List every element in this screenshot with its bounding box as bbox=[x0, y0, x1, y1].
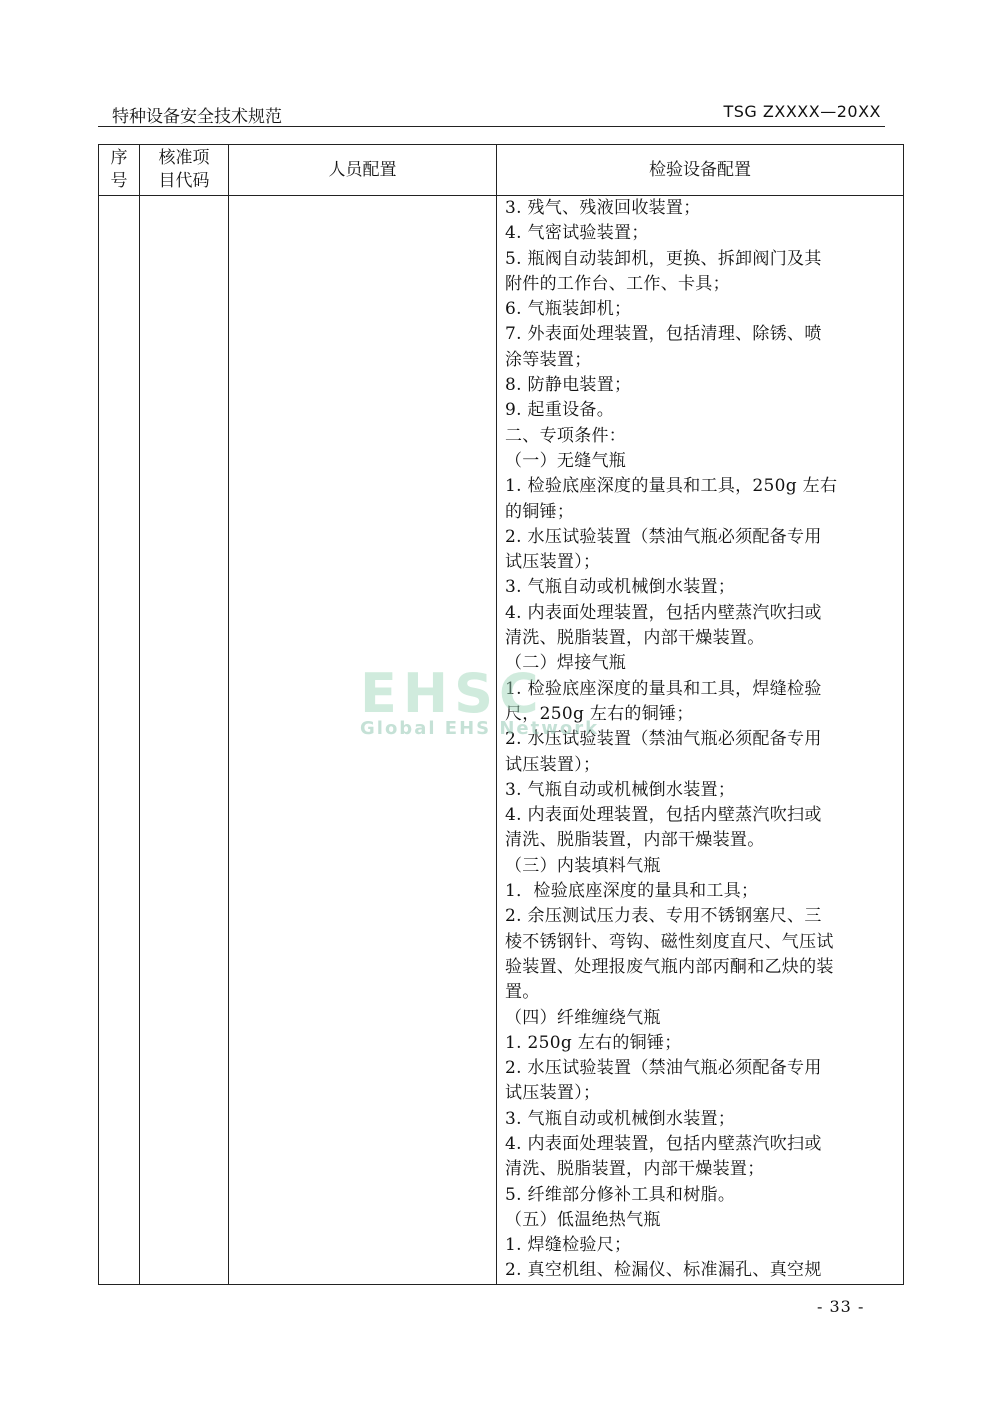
equipment-list bbox=[497, 196, 903, 1284]
watermark-tagline: Global EHS Network bbox=[360, 718, 600, 739]
equipment-line: 的铜锤； bbox=[505, 501, 575, 522]
header-staff-label: 人员配置 bbox=[328, 159, 397, 180]
equipment-line: 涂等装置； bbox=[505, 349, 592, 370]
equipment-line: 4. 内表面处理装置，包括内壁蒸汽吹扫或 bbox=[505, 805, 822, 826]
header-item-code bbox=[140, 145, 229, 196]
header-item-code-label: 核准项 目代码 bbox=[158, 148, 210, 191]
equipment-line: （一）无缝气瓶 bbox=[505, 450, 627, 471]
cell-seq bbox=[99, 196, 140, 1285]
equipment-line: 1. 检验底座深度的量具和工具，焊缝检验 bbox=[505, 678, 822, 699]
equipment-line: 清洗、脱脂装置，内部干燥装置。 bbox=[505, 830, 765, 851]
equipment-line: 8. 防静电装置； bbox=[505, 375, 632, 396]
page-header bbox=[98, 100, 885, 127]
page-number: - 33 - bbox=[817, 1297, 865, 1316]
equipment-line: 7. 外表面处理装置，包括清理、除锈、喷 bbox=[505, 324, 822, 345]
equipment-line: 1. 250g 左右的铜锤； bbox=[505, 1032, 682, 1053]
equipment-line: 1. 检验底座深度的量具和工具，250g 左右 bbox=[505, 476, 838, 497]
equipment-line: 4. 气密试验装置； bbox=[505, 223, 649, 244]
equipment-line: 4. 内表面处理装置，包括内壁蒸汽吹扫或 bbox=[505, 602, 822, 623]
equipment-line: （五）低温绝热气瓶 bbox=[505, 1209, 661, 1230]
document-code: TSG ZXXXX—20XX bbox=[723, 102, 881, 121]
equipment-line: 6. 气瓶装卸机； bbox=[505, 299, 632, 320]
equipment-line: 9. 起重设备。 bbox=[505, 400, 615, 421]
watermark-logo-text: EHSC bbox=[360, 662, 545, 725]
inspection-config-table bbox=[98, 144, 904, 1285]
header-seq-label: 序 号 bbox=[110, 148, 128, 191]
equipment-line: 2. 余压测试压力表、专用不锈钢塞尺、三 bbox=[505, 906, 822, 927]
equipment-line: 5. 瓶阀自动装卸机，更换、拆卸阀门及其 bbox=[505, 248, 822, 269]
equipment-line: 棱不锈钢针、弯钩、磁性刻度直尺、气压试 bbox=[505, 931, 834, 952]
equipment-line: （三）内装填料气瓶 bbox=[505, 855, 661, 876]
equipment-line: 试压装置）； bbox=[505, 552, 601, 573]
header-seq bbox=[99, 145, 140, 196]
equipment-line: 二、专项条件： bbox=[505, 425, 627, 446]
header-equipment bbox=[497, 145, 904, 196]
equipment-line: （四）纤维缠绕气瓶 bbox=[505, 1007, 661, 1028]
table-row bbox=[99, 196, 904, 1285]
header-equipment-label: 检验设备配置 bbox=[649, 159, 751, 180]
cell-staff bbox=[229, 196, 497, 1285]
equipment-line: （二）焊接气瓶 bbox=[505, 653, 627, 674]
equipment-line: 3. 气瓶自动或机械倒水装置； bbox=[505, 577, 736, 598]
equipment-line: 5. 纤维部分修补工具和树脂。 bbox=[505, 1184, 736, 1205]
equipment-line: 3. 气瓶自动或机械倒水装置； bbox=[505, 779, 736, 800]
cell-item-code bbox=[140, 196, 229, 1285]
equipment-line: 1．检验底座深度的量具和工具； bbox=[505, 881, 759, 902]
equipment-line: 3. 残气、残液回收装置； bbox=[505, 198, 701, 218]
cell-equipment bbox=[497, 196, 904, 1285]
equipment-line: 2. 真空机组、检漏仪、标准漏孔、真空规 bbox=[505, 1260, 822, 1281]
equipment-line: 1. 焊缝检验尺； bbox=[505, 1235, 632, 1256]
equipment-line: 验装置、处理报废气瓶内部丙酮和乙炔的装 bbox=[505, 956, 834, 977]
equipment-line: 2. 水压试验装置（禁油气瓶必须配备专用 bbox=[505, 1058, 822, 1079]
equipment-line: 2. 水压试验装置（禁油气瓶必须配备专用 bbox=[505, 729, 822, 750]
equipment-line: 4. 内表面处理装置，包括内壁蒸汽吹扫或 bbox=[505, 1133, 822, 1154]
equipment-line: 清洗、脱脂装置，内部干燥装置。 bbox=[505, 628, 765, 649]
equipment-line: 附件的工作台、工作、卡具； bbox=[505, 273, 730, 294]
equipment-line: 3. 气瓶自动或机械倒水装置； bbox=[505, 1108, 736, 1129]
equipment-line: 尺，250g 左右的铜锤； bbox=[505, 703, 694, 724]
equipment-line: 试压装置）； bbox=[505, 754, 601, 775]
equipment-line: 试压装置）； bbox=[505, 1083, 601, 1104]
equipment-line: 清洗、脱脂装置，内部干燥装置； bbox=[505, 1159, 765, 1180]
header-staff bbox=[229, 145, 497, 196]
document-series-title: 特种设备安全技术规范 bbox=[112, 107, 282, 127]
table-header-row bbox=[99, 145, 904, 196]
equipment-line: 置。 bbox=[505, 982, 540, 1003]
equipment-line: 2. 水压试验装置（禁油气瓶必须配备专用 bbox=[505, 526, 822, 547]
